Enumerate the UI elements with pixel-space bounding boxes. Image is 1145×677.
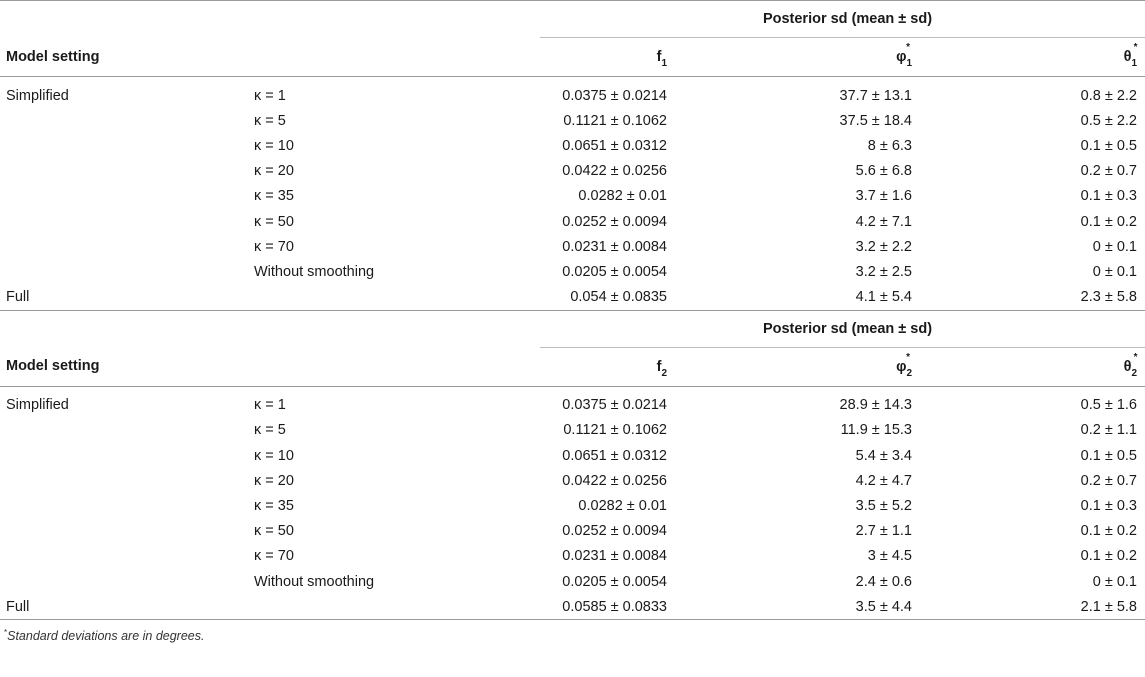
phi-header-symbol: φ bbox=[896, 358, 907, 375]
kappa-cell: κ = 35 bbox=[254, 188, 294, 205]
model-setting-header: Model setting bbox=[0, 347, 540, 386]
table-row bbox=[0, 493, 1145, 518]
table-footnote bbox=[0, 628, 1145, 643]
phi-value-cell: 3.2 ± 2.5 bbox=[855, 263, 912, 280]
phi-value-cell: 3.7 ± 1.6 bbox=[855, 188, 912, 205]
model-setting-cell bbox=[0, 184, 250, 209]
phi-value-cell: 3.5 ± 4.4 bbox=[675, 594, 920, 620]
theta-header-symbol: θ bbox=[1123, 358, 1132, 375]
model-setting-cell bbox=[0, 133, 250, 158]
theta-value-cell: 0.1 ± 0.5 bbox=[1080, 447, 1137, 464]
f-header-subscript: 1 bbox=[661, 58, 667, 69]
phi-header-symbol: φ bbox=[896, 49, 907, 65]
kappa-cell: Without smoothing bbox=[254, 573, 375, 590]
group-header-row bbox=[0, 310, 1145, 347]
phi-header-superscript: * bbox=[906, 351, 910, 363]
f-header bbox=[656, 49, 667, 69]
empty-cell bbox=[0, 1, 540, 38]
theta-header-superscript: * bbox=[1133, 42, 1138, 53]
theta-value-cell: 0.1 ± 0.2 bbox=[1080, 213, 1137, 230]
column-header-row bbox=[0, 347, 1145, 386]
f-value-cell: 0.0252 ± 0.0094 bbox=[562, 523, 667, 540]
footnote-mark: * bbox=[4, 628, 8, 638]
table-row bbox=[0, 468, 1145, 493]
table-row bbox=[0, 386, 1145, 418]
phi-value-cell: 4.2 ± 4.7 bbox=[855, 472, 912, 489]
phi-value-cell: 5.6 ± 6.8 bbox=[855, 163, 912, 180]
f-value-cell: 0.0282 ± 0.01 bbox=[578, 498, 667, 515]
kappa-cell: κ = 70 bbox=[254, 238, 294, 255]
phi-column-header bbox=[675, 347, 920, 386]
table-row bbox=[0, 594, 1145, 620]
model-setting-cell bbox=[0, 209, 250, 234]
f-header-symbol: f bbox=[656, 49, 662, 65]
f-value-cell: 0.0375 ± 0.0214 bbox=[562, 397, 667, 414]
f-value-cell: 0.0231 ± 0.0084 bbox=[562, 238, 667, 255]
model-setting-cell: Simplified bbox=[6, 87, 69, 104]
phi-value-cell: 11.9 ± 15.3 bbox=[840, 422, 912, 439]
f-value-cell: 0.0651 ± 0.0312 bbox=[562, 137, 667, 154]
theta-header-subscript: 1 bbox=[1131, 58, 1137, 69]
phi-value-cell: 37.5 ± 18.4 bbox=[839, 112, 912, 129]
model-setting-cell bbox=[0, 259, 250, 284]
theta-value-cell: 0.2 ± 1.1 bbox=[1080, 422, 1137, 439]
kappa-cell: Without smoothing bbox=[254, 263, 375, 280]
phi-value-cell: 4.2 ± 7.1 bbox=[855, 213, 912, 230]
model-setting-cell bbox=[0, 493, 250, 518]
theta-header-subscript: 2 bbox=[1131, 367, 1137, 379]
model-setting-cell: Full bbox=[0, 285, 250, 311]
f-value-cell: 0.0585 ± 0.0833 bbox=[540, 594, 675, 620]
kappa-cell: κ = 50 bbox=[254, 523, 294, 540]
theta-header-superscript: * bbox=[1133, 351, 1138, 363]
table-row bbox=[0, 159, 1145, 184]
empty-cell bbox=[0, 310, 540, 347]
group-header: Posterior sd (mean ± sd) bbox=[540, 310, 1145, 347]
kappa-cell: κ = 1 bbox=[254, 87, 286, 104]
model-setting-cell: Full bbox=[0, 594, 250, 620]
f-value-cell: 0.0375 ± 0.0214 bbox=[562, 87, 667, 104]
f-column-header bbox=[540, 347, 675, 386]
kappa-cell: κ = 5 bbox=[254, 422, 286, 439]
phi-column-header bbox=[675, 38, 920, 77]
footnote-text: Standard deviations are in degrees. bbox=[7, 629, 205, 644]
theta-value-cell: 0.1 ± 0.3 bbox=[1080, 498, 1137, 515]
phi-value-cell: 3 ± 4.5 bbox=[867, 548, 912, 565]
theta-value-cell: 0.5 ± 2.2 bbox=[1080, 112, 1137, 129]
phi-value-cell: 5.4 ± 3.4 bbox=[855, 447, 912, 464]
kappa-cell: κ = 35 bbox=[254, 498, 294, 515]
phi-value-cell: 2.7 ± 1.1 bbox=[855, 523, 912, 540]
kappa-cell: κ = 10 bbox=[254, 447, 294, 464]
table-row bbox=[0, 77, 1145, 109]
theta-value-cell: 0 ± 0.1 bbox=[1092, 238, 1137, 255]
table-row bbox=[0, 544, 1145, 569]
model-setting-cell: Simplified bbox=[6, 397, 69, 414]
table-row bbox=[0, 209, 1145, 234]
phi-header-subscript: 2 bbox=[906, 367, 912, 379]
table-row bbox=[0, 569, 1145, 594]
f-value-cell: 0.0205 ± 0.0054 bbox=[562, 263, 667, 280]
kappa-cell: κ = 20 bbox=[254, 472, 294, 489]
model-setting-cell bbox=[0, 108, 250, 133]
kappa-cell bbox=[250, 594, 540, 620]
f-value-cell: 0.0231 ± 0.0084 bbox=[562, 548, 667, 565]
kappa-cell: κ = 5 bbox=[254, 112, 286, 129]
phi-header-superscript: * bbox=[906, 42, 910, 53]
theta-value-cell: 0.1 ± 0.3 bbox=[1080, 188, 1137, 205]
phi-value-cell: 2.4 ± 0.6 bbox=[855, 573, 912, 590]
f-header bbox=[656, 358, 667, 379]
phi-header bbox=[896, 42, 912, 69]
theta-column-header bbox=[920, 38, 1145, 77]
model-setting-cell bbox=[0, 468, 250, 493]
phi-value-cell: 3.2 ± 2.2 bbox=[855, 238, 912, 255]
phi-header bbox=[896, 351, 912, 379]
model-setting-cell bbox=[0, 544, 250, 569]
table-row bbox=[0, 418, 1145, 443]
f-value-cell: 0.1121 ± 0.1062 bbox=[563, 112, 667, 129]
phi-value-cell: 3.5 ± 5.2 bbox=[855, 498, 912, 515]
model-setting-cell bbox=[0, 159, 250, 184]
kappa-cell: κ = 50 bbox=[254, 213, 294, 230]
theta-value-cell: 2.3 ± 5.8 bbox=[920, 285, 1145, 311]
group-header-row bbox=[0, 1, 1145, 38]
f-value-cell: 0.0422 ± 0.0256 bbox=[562, 163, 667, 180]
table-row bbox=[0, 285, 1145, 311]
f-column-header bbox=[540, 38, 675, 77]
phi-value-cell: 8 ± 6.3 bbox=[867, 137, 912, 154]
model-setting-header: Model setting bbox=[0, 38, 540, 77]
model-setting-cell bbox=[0, 569, 250, 594]
theta-value-cell: 2.1 ± 5.8 bbox=[920, 594, 1145, 620]
theta-value-cell: 0 ± 0.1 bbox=[1092, 263, 1137, 280]
table-row bbox=[0, 519, 1145, 544]
f-value-cell: 0.0205 ± 0.0054 bbox=[562, 573, 667, 590]
f-value-cell: 0.1121 ± 0.1062 bbox=[563, 422, 667, 439]
theta-value-cell: 0.5 ± 1.6 bbox=[1080, 397, 1137, 414]
group-header: Posterior sd (mean ± sd) bbox=[540, 1, 1145, 38]
kappa-cell: κ = 1 bbox=[254, 397, 286, 414]
kappa-cell: κ = 70 bbox=[254, 548, 294, 565]
table-row bbox=[0, 259, 1145, 284]
model-setting-cell bbox=[0, 443, 250, 468]
phi-value-cell: 28.9 ± 14.3 bbox=[839, 397, 912, 414]
f-value-cell: 0.0252 ± 0.0094 bbox=[562, 213, 667, 230]
theta-value-cell: 0.2 ± 0.7 bbox=[1080, 472, 1137, 489]
table-row bbox=[0, 443, 1145, 468]
f-value-cell: 0.0422 ± 0.0256 bbox=[562, 472, 667, 489]
theta-value-cell: 0.1 ± 0.2 bbox=[1080, 523, 1137, 540]
table-row bbox=[0, 184, 1145, 209]
table-row bbox=[0, 234, 1145, 259]
table-row bbox=[0, 133, 1145, 158]
theta-value-cell: 0.1 ± 0.5 bbox=[1080, 137, 1137, 154]
theta-value-cell: 0.2 ± 0.7 bbox=[1080, 163, 1137, 180]
f-value-cell: 0.0282 ± 0.01 bbox=[578, 188, 667, 205]
theta-value-cell: 0.1 ± 0.2 bbox=[1080, 548, 1137, 565]
f-header-subscript: 2 bbox=[661, 367, 667, 379]
table-row bbox=[0, 108, 1145, 133]
model-setting-cell bbox=[0, 519, 250, 544]
f-header-symbol: f bbox=[656, 358, 662, 375]
theta-column-header bbox=[920, 347, 1145, 386]
theta-value-cell: 0.8 ± 2.2 bbox=[1080, 87, 1137, 104]
phi-value-cell: 4.1 ± 5.4 bbox=[675, 285, 920, 311]
theta-header-symbol: θ bbox=[1123, 49, 1132, 65]
theta-header bbox=[1123, 351, 1138, 379]
column-header-row bbox=[0, 38, 1145, 77]
kappa-cell: κ = 10 bbox=[254, 137, 294, 154]
kappa-cell: κ = 20 bbox=[254, 163, 294, 180]
theta-value-cell: 0 ± 0.1 bbox=[1092, 573, 1137, 590]
model-setting-cell bbox=[0, 418, 250, 443]
phi-value-cell: 37.7 ± 13.1 bbox=[839, 87, 912, 104]
model-setting-cell bbox=[0, 234, 250, 259]
theta-header bbox=[1123, 42, 1138, 69]
phi-header-subscript: 1 bbox=[906, 58, 912, 69]
f-value-cell: 0.054 ± 0.0835 bbox=[540, 285, 675, 311]
kappa-cell bbox=[250, 285, 540, 311]
f-value-cell: 0.0651 ± 0.0312 bbox=[562, 447, 667, 464]
